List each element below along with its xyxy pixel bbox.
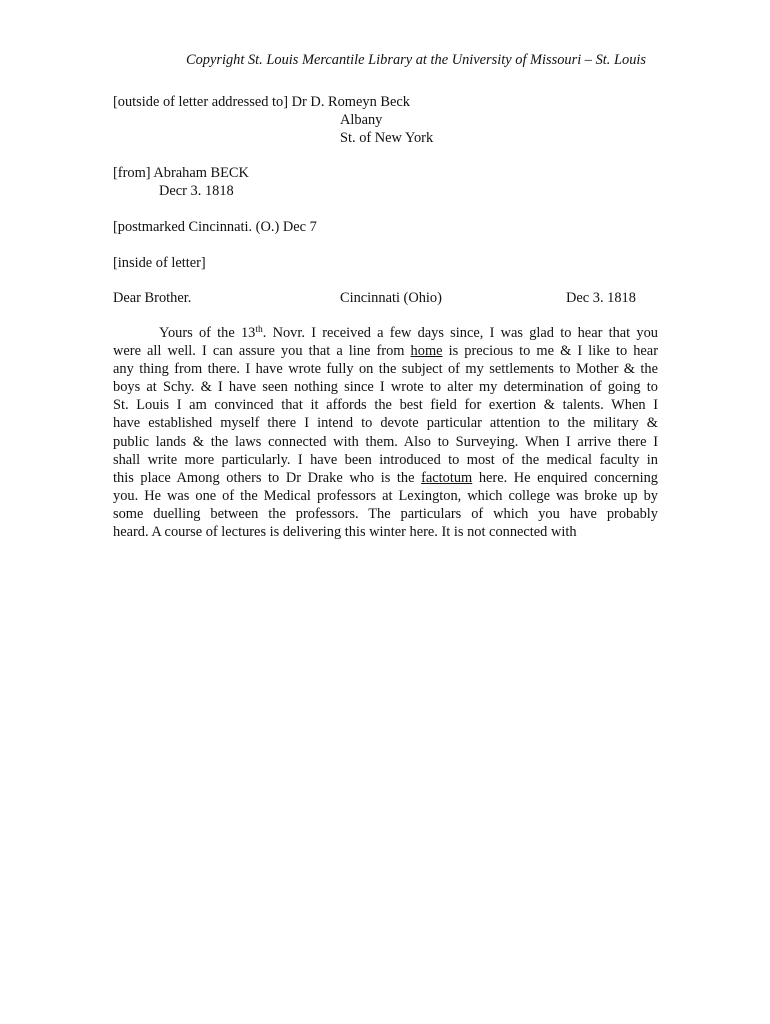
body-line: St. Louis I am convinced that it affords the best field for exertion & talents. When I (113, 397, 658, 414)
letter-place: Cincinnati (Ohio) (340, 290, 442, 306)
outside-label: [outside of letter addressed to] (113, 94, 289, 110)
recipient-state: St. of New York (340, 130, 434, 146)
body-line: were all well. I can assure you that a line from home is precious to me & I like to hear (113, 343, 658, 360)
body-line: some duelling between the professors. The particulars of which you have probably (113, 505, 658, 522)
letter-date: Dec 3. 1818 (566, 290, 636, 306)
from-label: [from] (113, 165, 151, 181)
body-line: shall write more particularly. I have been introduced to most of the medical faculty in (113, 451, 658, 468)
body-line: public lands & the laws connected with them. Also to Surveying. When I arrive there I (113, 433, 658, 450)
copyright-header: Copyright St. Louis Mercantile Library at the University of Missouri – St. Louis (186, 52, 646, 68)
letter-body (113, 324, 658, 541)
outside-address-line (113, 93, 410, 111)
body-line: any thing from there. I have wrote fully on the subject of my settlements to Mother & the (113, 361, 658, 378)
sender-date: Decr 3. 1818 (159, 183, 234, 199)
underlined-word-home: home (410, 343, 443, 360)
body-line: Yours of the 13th. Novr. I received a few days since, I was glad to hear that you (159, 325, 658, 341)
recipient-name: Dr D. Romeyn Beck (291, 94, 410, 110)
sender-name: Abraham BECK (153, 165, 249, 181)
body-line: boys at Schy. & I have seen nothing since I wrote to alter my determination of going to (113, 379, 658, 396)
underlined-word-factotum: factotum (421, 469, 473, 486)
salutation: Dear Brother. (113, 290, 192, 306)
inside-letter-label: [inside of letter] (113, 255, 206, 271)
body-line: have established myself there I intend to devote particular attention to the military & (113, 415, 658, 432)
sender-line (113, 164, 249, 182)
body-line: this place Among others to Dr Drake who is the factotum here. He enquired concerning (113, 469, 658, 486)
recipient-city: Albany (340, 112, 383, 128)
body-line: heard. A course of lectures is delivering this winter here. It is not connected with (113, 524, 577, 541)
postmark-note: [postmarked Cincinnati. (O.) Dec 7 (113, 219, 317, 235)
body-line: you. He was one of the Medical professors at Lexington, which college was broke up by (113, 487, 658, 504)
